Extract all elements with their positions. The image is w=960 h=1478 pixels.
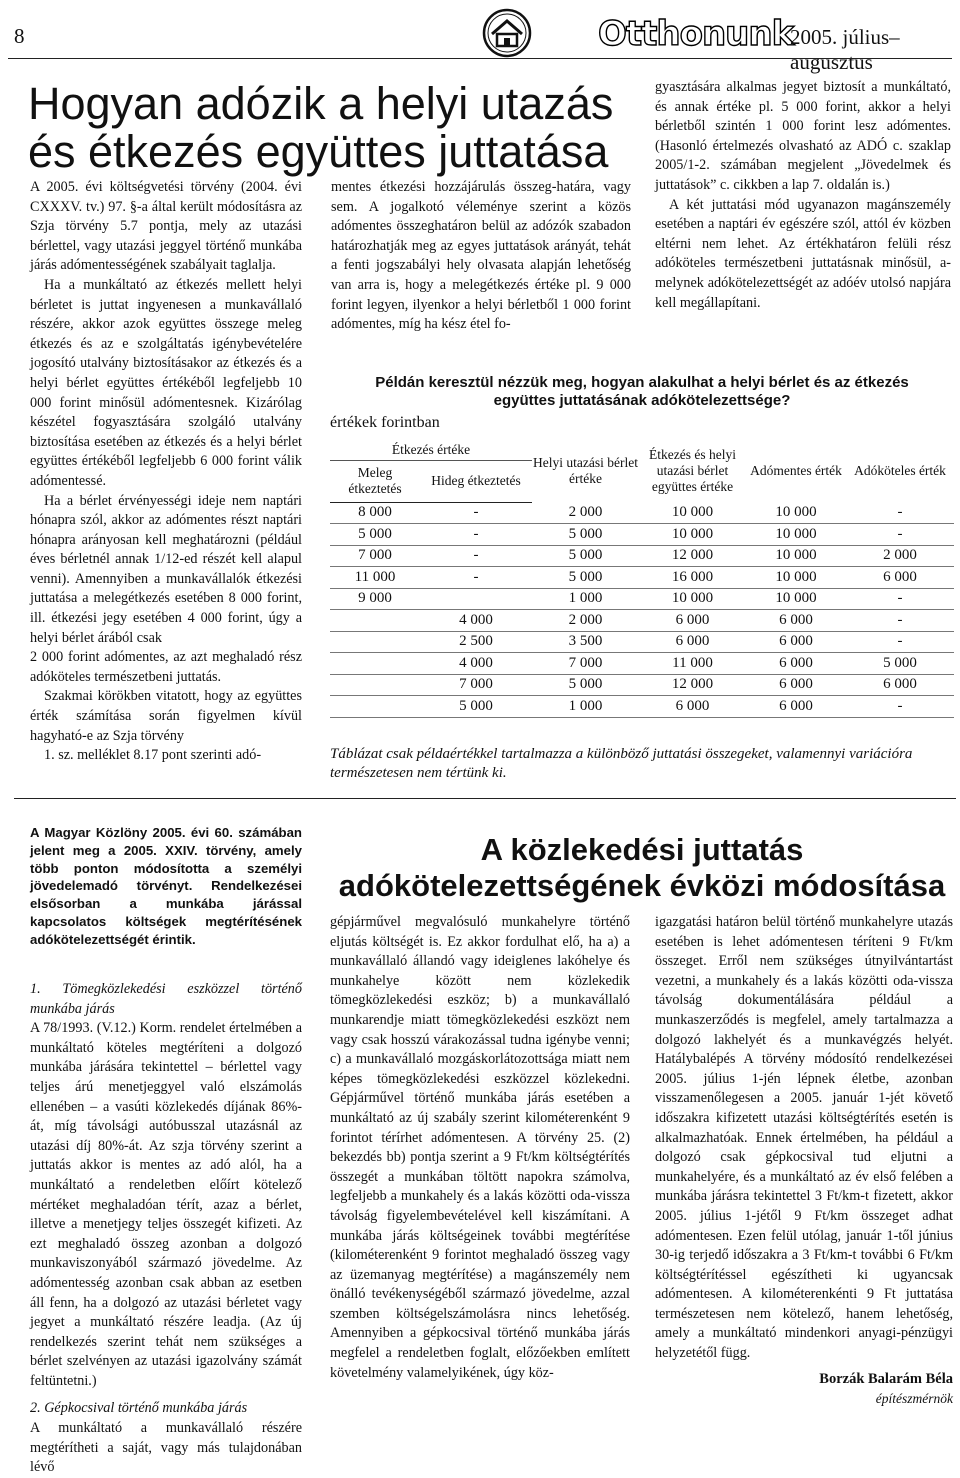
header-taxable: Adóköteles érték bbox=[854, 463, 946, 478]
header-combined-value: Étkezés és helyi utazási bérlet együttes értéke bbox=[649, 447, 736, 494]
table-cell: 10 000 bbox=[746, 524, 846, 546]
table-cell: 10 000 bbox=[746, 502, 846, 524]
article-2-title-line-2: adókötelezettségének évközi módosítása bbox=[338, 868, 946, 903]
table-cell bbox=[330, 674, 420, 696]
article-column-2 bbox=[331, 178, 631, 335]
issue-date: 2005. július–augusztus bbox=[790, 25, 900, 74]
article-2-title-line-1: A közlekedési juttatás bbox=[480, 832, 804, 867]
table-cell bbox=[330, 610, 420, 632]
table-row bbox=[330, 524, 954, 546]
table-cell: 2 000 bbox=[846, 545, 954, 567]
table-cell: 6 000 bbox=[746, 610, 846, 632]
header-tax-free: Adómentes érték bbox=[750, 463, 842, 478]
values-unit-label: értékek forintban bbox=[330, 414, 440, 431]
table-cell: - bbox=[846, 631, 954, 653]
article-2-column-3 bbox=[655, 913, 953, 1409]
table-cell: 5 000 bbox=[532, 545, 639, 567]
table-row bbox=[330, 610, 954, 632]
table-cell: 5 000 bbox=[330, 524, 420, 546]
paragraph: gyasztására alkalmas jegyet biztosít a munkáltató, és annak értéke pl. 5 000 forint, akkor a helyi bérletből szintén 1 000 forint lesz adómentes. (Hasonló értelmezés olvasható az ADÓ c. szaklap 2005/1-2. számában megjelent „Jövedelmek és juttatások” c. cikkben a lap 7. oldalán is.) bbox=[655, 79, 951, 193]
table-cell: - bbox=[846, 588, 954, 610]
header-cold-meal: Hideg étkeztetés bbox=[420, 460, 532, 502]
table-cell: 10 000 bbox=[639, 502, 746, 524]
table-cell bbox=[420, 588, 532, 610]
header-hot-meal: Meleg étkeztetés bbox=[330, 460, 420, 502]
table-cell: 6 000 bbox=[846, 674, 954, 696]
table-note: Táblázat csak példaértékkel tartalmazza a különböző juttatási összegeket, valamennyi variációra természetesen nem tértünk ki. bbox=[330, 746, 913, 781]
table-cell: - bbox=[846, 696, 954, 718]
table-cell: 8 000 bbox=[330, 502, 420, 524]
table-cell: - bbox=[420, 524, 532, 546]
table-row bbox=[330, 545, 954, 567]
table-cell: - bbox=[846, 610, 954, 632]
table-row bbox=[330, 674, 954, 696]
brand-name: Otthonunk bbox=[598, 14, 794, 54]
table-cell: 2 500 bbox=[420, 631, 532, 653]
article-lead: A Magyar Közlöny 2005. évi 60. számában jelent meg a 2005. XXIV. törvény, amely több ponton módosította a személyi jövedelemadó törvényt. Rendelkezései elsősorban a munkába járással kapcsolatos költségek megtérítésének adókötelezettségét érintik. bbox=[30, 825, 302, 947]
paragraph: mentes étkezési hozzájárulás összeg-határa, vagy sem. A jogalkotó véleménye szerint a közös adómentes összeghatáron belül az adózók szabadon határozhatják meg az egyes juttatások arányát, tehát a fenti jogszabályi hely olvasata alapján lehetőség van arra is, hogy a melegétkezés értéke pl. 9 000 forint legyen, ilyenkor a helyi bérletből 1 000 forint adómentes, míg ha kész étel fo- bbox=[331, 179, 631, 333]
table-cell: 5 000 bbox=[420, 696, 532, 718]
table-cell: 7 000 bbox=[532, 653, 639, 675]
author-name: Borzák Balarám Béla bbox=[819, 1370, 953, 1387]
header-pass-value: Helyi utazási bérlet értéke bbox=[533, 455, 638, 486]
table-row bbox=[330, 502, 954, 524]
table-cell: 9 000 bbox=[330, 588, 420, 610]
table-row bbox=[330, 567, 954, 589]
table-cell: - bbox=[420, 567, 532, 589]
table-row bbox=[330, 653, 954, 675]
paragraph: A 2005. évi költségvetési törvény (2004. évi CXXXV. tv.) 97. §-a által került módosításra az Szja törvény 5.7 pontja, mely az utazási bérlettel, vagy utazási jeggyel történő munkába járás adómentességének szabályait taglalja. bbox=[30, 179, 302, 274]
table-cell: 10 000 bbox=[746, 588, 846, 610]
example-table bbox=[330, 440, 954, 718]
table-cell: 5 000 bbox=[532, 567, 639, 589]
article-column-1 bbox=[30, 178, 302, 766]
table-cell: - bbox=[846, 524, 954, 546]
table-cell: 6 000 bbox=[746, 631, 846, 653]
table-cell: 6 000 bbox=[639, 631, 746, 653]
table-row bbox=[330, 588, 954, 610]
table-cell: 2 000 bbox=[532, 610, 639, 632]
table-cell: 5 000 bbox=[532, 524, 639, 546]
example-title-line-2: együttes juttatásának adókötelezettsége? bbox=[493, 392, 791, 409]
table-cell: 10 000 bbox=[639, 588, 746, 610]
table-cell: 7 000 bbox=[420, 674, 532, 696]
table-cell: 12 000 bbox=[639, 674, 746, 696]
author-title: építészmérnök bbox=[875, 1391, 953, 1407]
paragraph: Szakmai körökben vitatott, hogy az együttes érték számítása során figyelmen kívül hagyható-e az Szja törvény bbox=[30, 688, 302, 744]
subheading: 1. Tömegközlekedési eszközzel történő munkába járás bbox=[30, 981, 302, 1017]
page-number: 8 bbox=[14, 24, 25, 48]
table-cell: 5 000 bbox=[532, 674, 639, 696]
table-cell: 11 000 bbox=[330, 567, 420, 589]
header-meal-value: Étkezés értéke bbox=[330, 440, 532, 460]
paragraph: 2 000 forint adómentes, az azt meghaladó rész adóköteles természetbeni juttatás. bbox=[30, 649, 302, 685]
table-cell: - bbox=[420, 545, 532, 567]
example-table-body bbox=[330, 502, 954, 717]
table-cell: - bbox=[846, 502, 954, 524]
article-title-line-2: és étkezés együttes juttatása bbox=[28, 126, 609, 177]
table-cell: 10 000 bbox=[639, 524, 746, 546]
paragraph: A munkáltató a munkavállaló részére megtérítheti a saját, vagy más tulajdonában lévő bbox=[30, 1420, 302, 1476]
article-title-line-1: Hogyan adózik a helyi utazás bbox=[28, 78, 614, 129]
table-cell bbox=[330, 631, 420, 653]
paragraph: Ha a munkáltató az étkezés mellett helyi bérletet is juttat ingyenesen a munkavállaló részére, akkor azok együttes összege meleg étkezés és az e szolgáltatás igénybevételére jogosító utalvány biztosításakor az étkezés és a helyi bérlet együttes értékéből legfeljebb 10 000 forint minősül adómentesnek. Kizárólag készétel fogyasztására szolgáló utalvány biztosítása esetében az étkezés és a helyi bérlet együttes értékéből legfeljebb 6 000 forint válik adómentessé. bbox=[30, 276, 302, 489]
table-cell: 6 000 bbox=[639, 696, 746, 718]
paragraph: 1. sz. melléklet 8.17 pont szerinti adó- bbox=[44, 747, 262, 764]
article-title bbox=[28, 80, 638, 176]
paragraph: Ha a bérlet érvényességi ideje nem naptári hónapra szól, akkor az adómentes részt naptári hónapra arányosan kell meghatározni (például éves bérletnél annak 1/12-ed részét kell alapul venni). Amennyiben a munkavállalók étkezési juttatása a melegétkezés esetében 8 000 forint, ill. étkezési jegy esetében 4 000 forint, úgy a helyi bérlet árából csak bbox=[30, 492, 302, 646]
table-cell bbox=[330, 653, 420, 675]
table-cell: 10 000 bbox=[746, 567, 846, 589]
house-logo-icon bbox=[482, 8, 532, 58]
paragraph: A 78/1993. (V.12.) Korm. rendelet értelmében a munkáltató köteles megtéríteni a dolgozó munkába járására tekintettel – bérlettel vagy teljes árú menetjeggyel való elszámolás ellenében – a vasúti közlekedés díjának 86%-át, míg távolsági autóbusszal utazásnál az utazási díj 80%-át. Az szja törvény szerint a juttatás akkor is mentes az adó alól, ha a munkáltató a rendeletben előírt kötelező mértéket meghaladóan térít, azaz a bérlet, illetve a menetjegy teljes összegét kifizeti. Az ezt meghaladó összeg azonban a dolgozó munkaviszonyából származó jövedelme. Az adómentesség azonban csak abban az esetben áll fenn, ha a dolgozó az utazási bérletet vagy jegyet a munkáltató részére leadja. (Az új rendelkezés szerint tehát nem szükséges a bérlet szelvényen az utazási igazolvány számát feltüntetni.) bbox=[30, 1020, 302, 1389]
example-title bbox=[330, 374, 954, 410]
table-cell bbox=[330, 696, 420, 718]
paragraph: igazgatási határon belül történő munkahelyre utazás esetében is lehet adómentesen téríteni 9 Ft/km összeget. Erről nem szükséges útnyilvántartást vezetni, a munkahely és a lakás közötti oda-vissza távolság dokumentálására például a munkaszerződés is megfelel, amely tartalmazza a dolgozó lakhelyét és a munkavégzés helyét. Hatálybalépés A törvény módosító rendelkezései 2005. július 1-jén lépnek életbe, azonban visszamenőlegesen a 2005. január 1-jét követő időszakra kifizetett utazási költségtérítés esetén is alkalmazhatóak. Ennek értelmében, ha például a dolgozó csak gépkocsival tud eljutni a munkahelyére, és a munkáltató az év első felében a munkába járásra tekintettel 3 Ft/km-t fizetett, akkor 2005. július 1-jétől 9 Ft/km összeget adhat adómentesen. Ezen felül utólag, január 1-től június 30-ig terjedő időszakra a 3 Ft/km-t további 6 Ft/km költségtérítéssel egészítheti ki ugyancsak adómentesen. A kilométerenkénti 9 Ft juttatása természetesen nem kötelező, hanem lehetőség, amely a munkáltató mindenkori anyagi-pénzügyi helyzetétől függ. bbox=[655, 914, 953, 1362]
table-cell: 6 000 bbox=[746, 674, 846, 696]
table-cell: 6 000 bbox=[846, 567, 954, 589]
table-row bbox=[330, 631, 954, 653]
table-cell: 4 000 bbox=[420, 610, 532, 632]
table-cell: 7 000 bbox=[330, 545, 420, 567]
table-cell: 11 000 bbox=[639, 653, 746, 675]
table-cell: 1 000 bbox=[532, 588, 639, 610]
table-cell: 2 000 bbox=[532, 502, 639, 524]
table-row bbox=[330, 696, 954, 718]
subheading: 2. Gépkocsival történő munkába járás bbox=[30, 1400, 248, 1417]
table-cell: - bbox=[420, 502, 532, 524]
article-2-title bbox=[330, 832, 954, 904]
example-title-line-1: Példán keresztül nézzük meg, hogyan alakulhat a helyi bérlet és az étkezés bbox=[375, 374, 909, 391]
header-rule bbox=[8, 58, 952, 59]
section-divider bbox=[14, 798, 956, 799]
table-cell: 6 000 bbox=[746, 696, 846, 718]
paragraph: gépjárművel megvalósuló munkahelyre történő eljutás költségét is. Ez akkor fordulhat elő, ha a) a munkavállaló állandó vagy ideiglenes lakóhelye és munkahelye között nem közlekedik tömegközlekedési eszköz; b) a munkavállaló munkarendje miatt tömegközlekedési eszközt nem vagy csak hosszú várakozással tudna igénybe venni; c) a munkavállaló mozgáskorlátozottsága miatt nem képes tömegközlekedési eszközzel közlekedni. Gépjárművel történő munkába járás esetében a munkáltató az új szabály szerint kilométerenként 9 forintot térírhet adómentesen. A törvény 25. (2) bekezdés bb) pontja szerint a 9 Ft/km költségtérítés összegét a munkában töltött napokra számolva, legfeljebb a munkahely és a lakás közötti oda-vissza távolság figyelembevételével kell kiszámítani. A munkába járás költségeinek további megtérítése (kilométerenként 9 forintot meghaladó összeg vagy az üzemanyag megtérítése) a magánszemély nem önálló tevékenységéből származó jövedelme, azzal szemben költségelszámolásra nincs lehetőség. Amennyiben a gépkocsival történő munkába járás megfelel a rendeletben foglalt, előzőekben említett követelmény valamelyikének, úgy köz- bbox=[330, 914, 630, 1381]
table-cell: 16 000 bbox=[639, 567, 746, 589]
table-cell: 12 000 bbox=[639, 545, 746, 567]
table-cell: 6 000 bbox=[746, 653, 846, 675]
article-2-column-2 bbox=[330, 913, 630, 1383]
table-cell: 4 000 bbox=[420, 653, 532, 675]
table-cell: 6 000 bbox=[639, 610, 746, 632]
article-column-3 bbox=[655, 78, 951, 313]
paragraph: A két juttatási mód ugyanazon magánszemély esetében a naptári év egészére szól, attól év közben eltérni nem lehet. Az értékhatáron felüli rész adóköteles természetbeni juttatásnak minősül, a-melynek adókötelezettségét az adóév utolsó napjára kell megállapítani. bbox=[655, 196, 951, 311]
article-2-column-1 bbox=[30, 980, 302, 1478]
table-cell: 3 500 bbox=[532, 631, 639, 653]
table-cell: 10 000 bbox=[746, 545, 846, 567]
table-cell: 5 000 bbox=[846, 653, 954, 675]
table-cell: 1 000 bbox=[532, 696, 639, 718]
